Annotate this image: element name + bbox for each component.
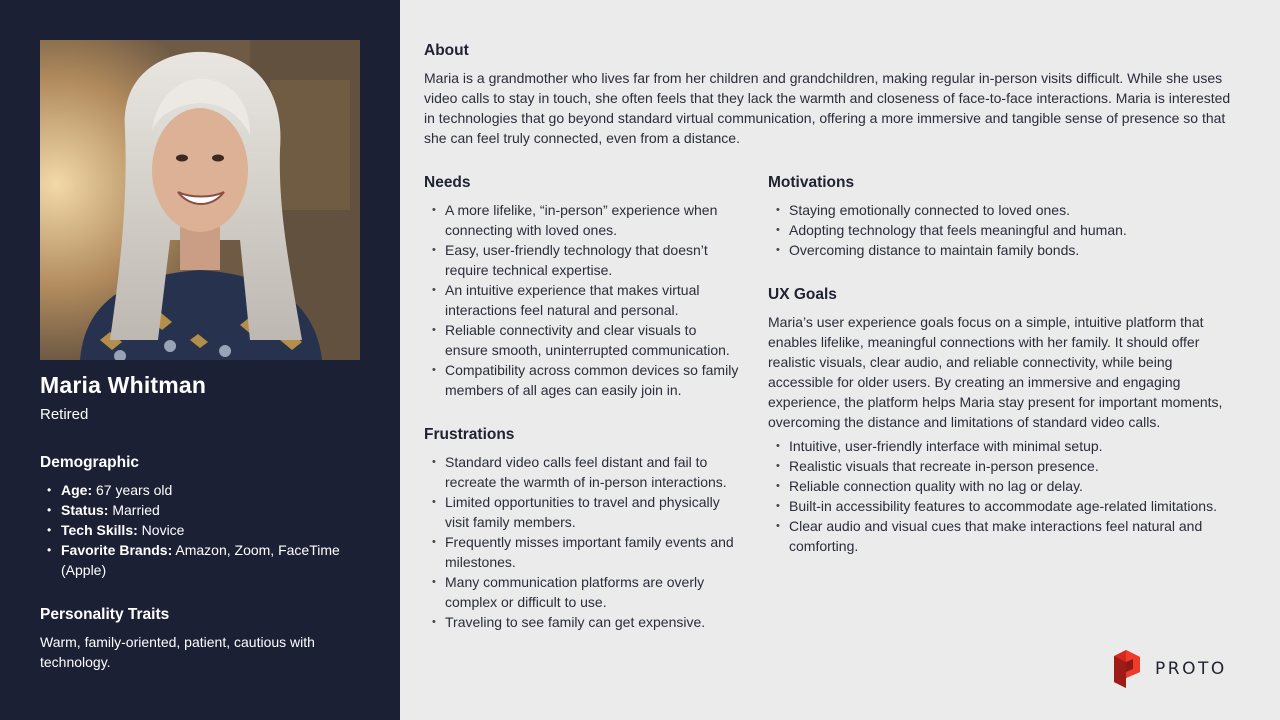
frustrations-heading: Frustrations xyxy=(424,426,515,443)
needs-list xyxy=(424,200,739,400)
proto-logo xyxy=(1112,648,1242,690)
motivations-list xyxy=(768,200,1238,260)
demographic-item-brands xyxy=(40,540,360,580)
motivations-heading: Motivations xyxy=(768,174,855,191)
list-item: • Traveling to see family can get expensive. xyxy=(424,612,739,632)
personality-heading: Personality Traits xyxy=(40,606,170,623)
proto-logo-text: PROTO xyxy=(1155,659,1227,679)
list-item: • Clear audio and visual cues that make interactions feel natural and comforting. xyxy=(768,516,1238,556)
personality-text: Warm, family-oriented, patient, cautious with technology. xyxy=(40,634,315,670)
about-heading: About xyxy=(424,42,469,59)
list-item: • Realistic visuals that recreate in-person presence. xyxy=(768,456,1238,476)
needs-heading: Needs xyxy=(424,174,471,191)
demographic-value: Novice xyxy=(141,522,185,538)
demographic-label: Favorite Brands: xyxy=(61,542,173,558)
persona-role: Retired xyxy=(40,406,89,423)
demographic-item-status xyxy=(40,500,360,520)
demographic-label: Tech Skills: xyxy=(61,522,138,538)
list-item: • Compatibility across common devices so family members of all ages can easily join in. xyxy=(424,360,739,400)
frustrations-list xyxy=(424,452,739,632)
demographic-label: Age: xyxy=(61,482,93,498)
persona-name: Maria Whitman xyxy=(40,372,207,398)
ux-goals-list xyxy=(768,436,1238,556)
list-item: • Limited opportunities to travel and physically visit family members. xyxy=(424,492,739,532)
list-item: • Reliable connectivity and clear visuals to ensure smooth, uninterrupted communication. xyxy=(424,320,739,360)
demographic-item-tech-skills xyxy=(40,520,360,540)
demographic-value: Married xyxy=(112,502,160,518)
demographic-value: Amazon, Zoom, FaceTime (Apple) xyxy=(61,542,340,578)
persona-sidebar xyxy=(0,0,400,720)
list-item: • Built-in accessibility features to accommodate age-related limitations. xyxy=(768,496,1238,516)
demographic-list xyxy=(40,480,360,580)
list-item: • Reliable connection quality with no lag or delay. xyxy=(768,476,1238,496)
list-item: • Adopting technology that feels meaningful and human. xyxy=(768,220,1238,240)
list-item: • A more lifelike, “in-person” experience when connecting with loved ones. xyxy=(424,200,739,240)
proto-logo-icon xyxy=(1112,648,1142,690)
list-item: • Intuitive, user-friendly interface with minimal setup. xyxy=(768,436,1238,456)
persona-photo xyxy=(40,40,360,360)
list-item: • Standard video calls feel distant and fail to recreate the warmth of in-person interactions. xyxy=(424,452,739,492)
list-item: • Many communication platforms are overly complex or difficult to use. xyxy=(424,572,739,612)
demographic-heading: Demographic xyxy=(40,454,140,471)
demographic-value: 67 years old xyxy=(96,482,173,498)
list-item: • Staying emotionally connected to loved ones. xyxy=(768,200,1238,220)
demographic-item-age xyxy=(40,480,360,500)
list-item: • Easy, user-friendly technology that doesn’t require technical expertise. xyxy=(424,240,739,280)
persona-details xyxy=(400,0,1280,720)
list-item: • An intuitive experience that makes virtual interactions feel natural and personal. xyxy=(424,280,739,320)
ux-goals-text: Maria’s user experience goals focus on a simple, intuitive platform that enables lifelike, meaningful connections with her family. It should offer realistic visuals, clear audio, and reliable connectivity, while being accessible for older users. By creating an immersive and engaging experience, the platform helps Maria stay present for important moments, overcoming the distance and limitations of standard video calls. xyxy=(768,314,1223,430)
about-text: Maria is a grandmother who lives far from her children and grandchildren, making regular in-person visits difficult. While she uses video calls to stay in touch, she often feels that they lack the warmth and closeness of face-to-face interactions. Maria is interested in technologies that go beyond standard virtual communication, offering a more immersive and tangible sense of presence so that she can feel truly connected, even from a distance. xyxy=(424,70,1231,146)
ux-goals-heading: UX Goals xyxy=(768,286,837,303)
list-item: • Frequently misses important family events and milestones. xyxy=(424,532,739,572)
list-item: • Overcoming distance to maintain family bonds. xyxy=(768,240,1238,260)
demographic-label: Status: xyxy=(61,502,109,518)
